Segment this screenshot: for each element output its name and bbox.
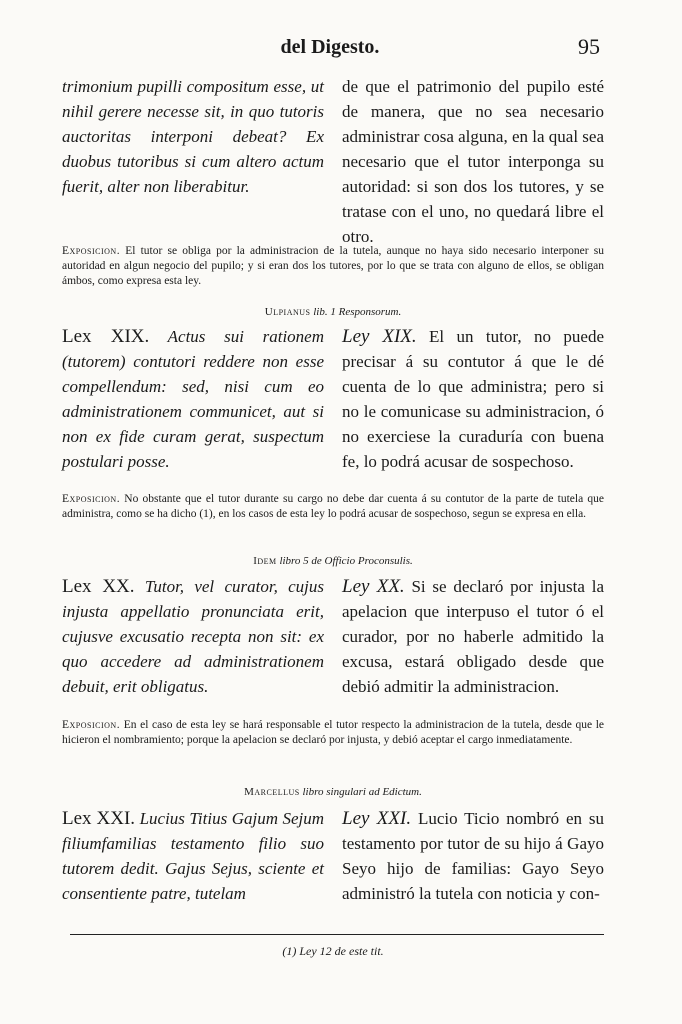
spanish-text-1: de que el patrimonio del pupilo esté de manera, que no sea necesario administrar cosa alguna, en la qual sea necesario que el tutor interponga su autoridad: si son dos los tutores, y se tratase con el uno, no quedará libre el otro.: [342, 77, 604, 246]
spanish-text-3: [342, 574, 604, 699]
attribution-4: [62, 786, 604, 798]
attribution-2: [62, 306, 604, 318]
attribution-author: Idem: [253, 555, 277, 567]
section-1: [62, 74, 604, 249]
spanish-body: El un tutor, no puede precisar á su contutor á que le dé cuenta de lo que administra; pero si no le comunicase su administracion, ó no exerciese la curaduría con buena fe, lo podrá acusar de sospechoso.: [342, 327, 604, 471]
latin-body: Tutor, vel curator, cujus injusta appellatio pronunciata erit, cujusve excusatio recepta non sit: ex quo accedere ad administrationem debuit, erit obligatus.: [62, 577, 324, 696]
latin-body: Lucius Titius Gajum Sejum filiumfamilias testamento filio suo tutorem dedit. Gajus Sejus, sciente et consentiente patre, tutelam: [62, 809, 325, 903]
exposicion-text: El tutor se obliga por la administracion de la tutela, aunque no haya sido necesario interponer su autoridad en algun negocio del pupilo; y si eran dos los tutores, por lo que se trata con alguno de ellos, se obligan ámbos, como expresa esta ley.: [62, 245, 605, 287]
spanish-body: Si se declaró por injusta la apelacion que interpuso el tutor ó el curador, por no haberle admitido la excusa, estará obligado desde que debió admitir la administracion.: [342, 577, 604, 696]
law-number-latin: Lex XXI.: [62, 808, 136, 829]
law-number-spanish: Ley XXI.: [342, 808, 412, 829]
exposicion-1: [62, 244, 604, 289]
footnote-rule: [70, 934, 604, 935]
page-number: 95: [578, 34, 600, 59]
exposicion-2: [62, 492, 604, 522]
running-title: del Digesto.: [280, 36, 380, 58]
exposicion-label: Exposicion.: [62, 493, 121, 505]
law-number-latin: Lex XIX.: [62, 326, 150, 347]
latin-text-4: [62, 806, 324, 906]
law-number-latin: Lex XX.: [62, 576, 135, 597]
attribution-work: libro singulari ad Edictum.: [302, 786, 422, 798]
latin-text-1: trimonium pupilli compositum esse, ut nihil gerere necesse sit, in quo tutoris auctoritas interponi debeat? Ex duobus tutoribus si cum altero actum fuerit, alter non liberabitur.: [62, 77, 324, 196]
spanish-text-4: [342, 806, 604, 906]
law-number-spanish: Ley XIX.: [342, 326, 417, 347]
attribution-work: libro 5 de Officio Proconsulis.: [279, 555, 413, 567]
attribution-3: [62, 555, 604, 567]
attribution-author: Marcellus: [244, 786, 300, 798]
latin-text-3: [62, 574, 324, 699]
latin-text-2: [62, 324, 324, 474]
section-4: [62, 806, 604, 906]
exposicion-label: Exposicion.: [62, 245, 121, 257]
spanish-text-2: [342, 324, 604, 474]
law-number-spanish: Ley XX.: [342, 576, 405, 597]
page-header: [60, 36, 600, 70]
section-3: [62, 574, 604, 699]
exposicion-label: Exposicion.: [62, 719, 121, 731]
exposicion-text: En el caso de esta ley se hará responsable el tutor respecto la administracion de la tutela, desde que le hicieron el nombramiento; porque la apelacion se declaró por injusta, y debió aceptar el cargo inmediatamente.: [62, 719, 604, 746]
exposicion-3: [62, 718, 604, 748]
spanish-body: Lucio Ticio nombró en su testamento por tutor de su hijo á Gayo Seyo hijo de familias: Gayo Seyo administró la tutela con noticia y con-: [342, 809, 605, 903]
exposicion-text: No obstante que el tutor durante su cargo no debe dar cuenta á su contutor de la parte de tutela que administra, como se ha dicho (1), en los casos de esta ley lo podrá acusar de sospechoso, segun se expresa en ella.: [62, 493, 605, 520]
attribution-work: lib. 1 Responsorum.: [313, 306, 402, 318]
footnote: (1) Ley 12 de este tit.: [282, 944, 384, 958]
section-2: [62, 324, 604, 474]
attribution-author: Ulpianus: [264, 306, 311, 318]
latin-body: Actus sui rationem (tutorem) contutori reddere non esse compellendum: sed, nisi cum eo administrationem communicet, aut si non ex fide curam gerat, suspectum postulari posse.: [62, 327, 324, 471]
